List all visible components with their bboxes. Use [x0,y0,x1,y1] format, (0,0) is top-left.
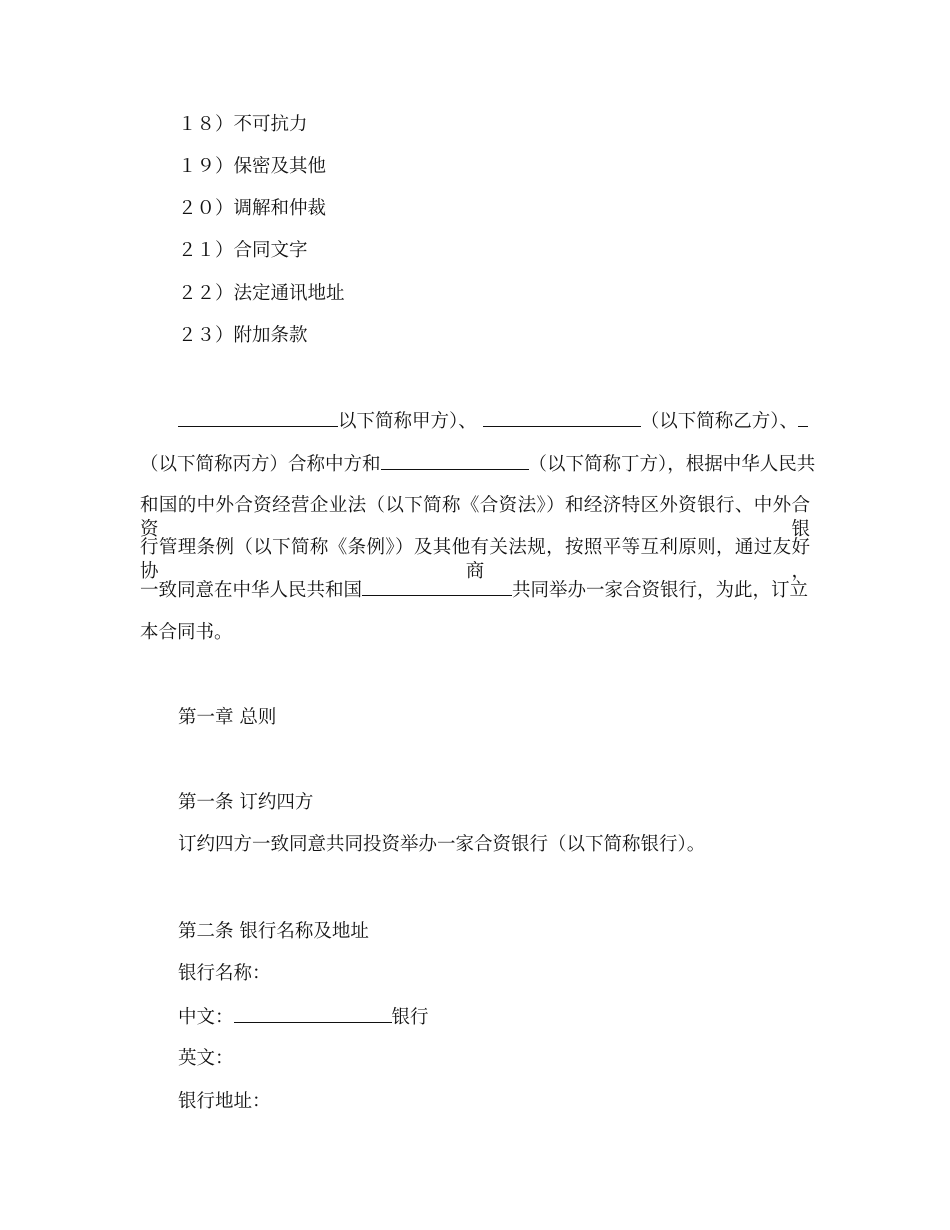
preamble-line-5 [140,578,808,603]
english-name-label: 英文： [178,1048,234,1069]
party-a-blank[interactable] [178,409,338,427]
article-1-body: 订约四方一致同意共同投资举办一家合资银行（以下简称银行）。 [178,834,706,855]
chapter-heading: 第一章 总则 [178,707,277,728]
toc-item: １８）不可抗力 [178,114,308,135]
article-1-title: 第一条 订约四方 [178,792,314,813]
preamble-line-3: 和国的中外合资经营企业法（以下简称《合资法》）和经济特区外资银行、中外合资银 [140,495,810,540]
text: （以下简称乙方）、 [640,411,799,432]
toc-item: ２１）合同文字 [178,240,308,261]
preamble-line-1 [178,409,808,434]
text: （以下简称丁方），根据中华人民共 [528,454,816,475]
preamble-line-2 [140,452,815,477]
toc-item: ２３）附加条款 [178,325,308,346]
bank-name-label: 银行名称： [178,963,271,984]
chinese-name-blank[interactable] [234,1005,392,1023]
party-b-blank[interactable] [483,409,641,427]
preamble-line-4: 行管理条例（以下简称《条例》）及其他有关法规，按照平等互利原则，通过友好协商， [140,537,810,582]
preamble-line-6: 本合同书。 [140,622,233,643]
text: 一致同意在中华人民共和国 [140,580,363,601]
text: （以下简称丙方）合称中方和 [140,454,381,475]
location-blank[interactable] [362,578,512,596]
article-2-title: 第二条 银行名称及地址 [178,921,369,942]
text: 中文： [178,1007,234,1028]
party-c-blank[interactable] [798,409,808,427]
toc-item: ２０）调解和仲裁 [178,198,327,219]
toc-item: ２２）法定通讯地址 [178,283,345,304]
toc-item: １９）保密及其他 [178,156,327,177]
party-d-blank[interactable] [381,452,529,470]
text: 以下简称甲方）、 [338,411,477,432]
text: 共同举办一家合资银行，为此，订立 [512,580,809,601]
chinese-name-line [178,1005,429,1030]
bank-address-label: 银行地址： [178,1091,271,1112]
text: 银行 [391,1007,429,1028]
